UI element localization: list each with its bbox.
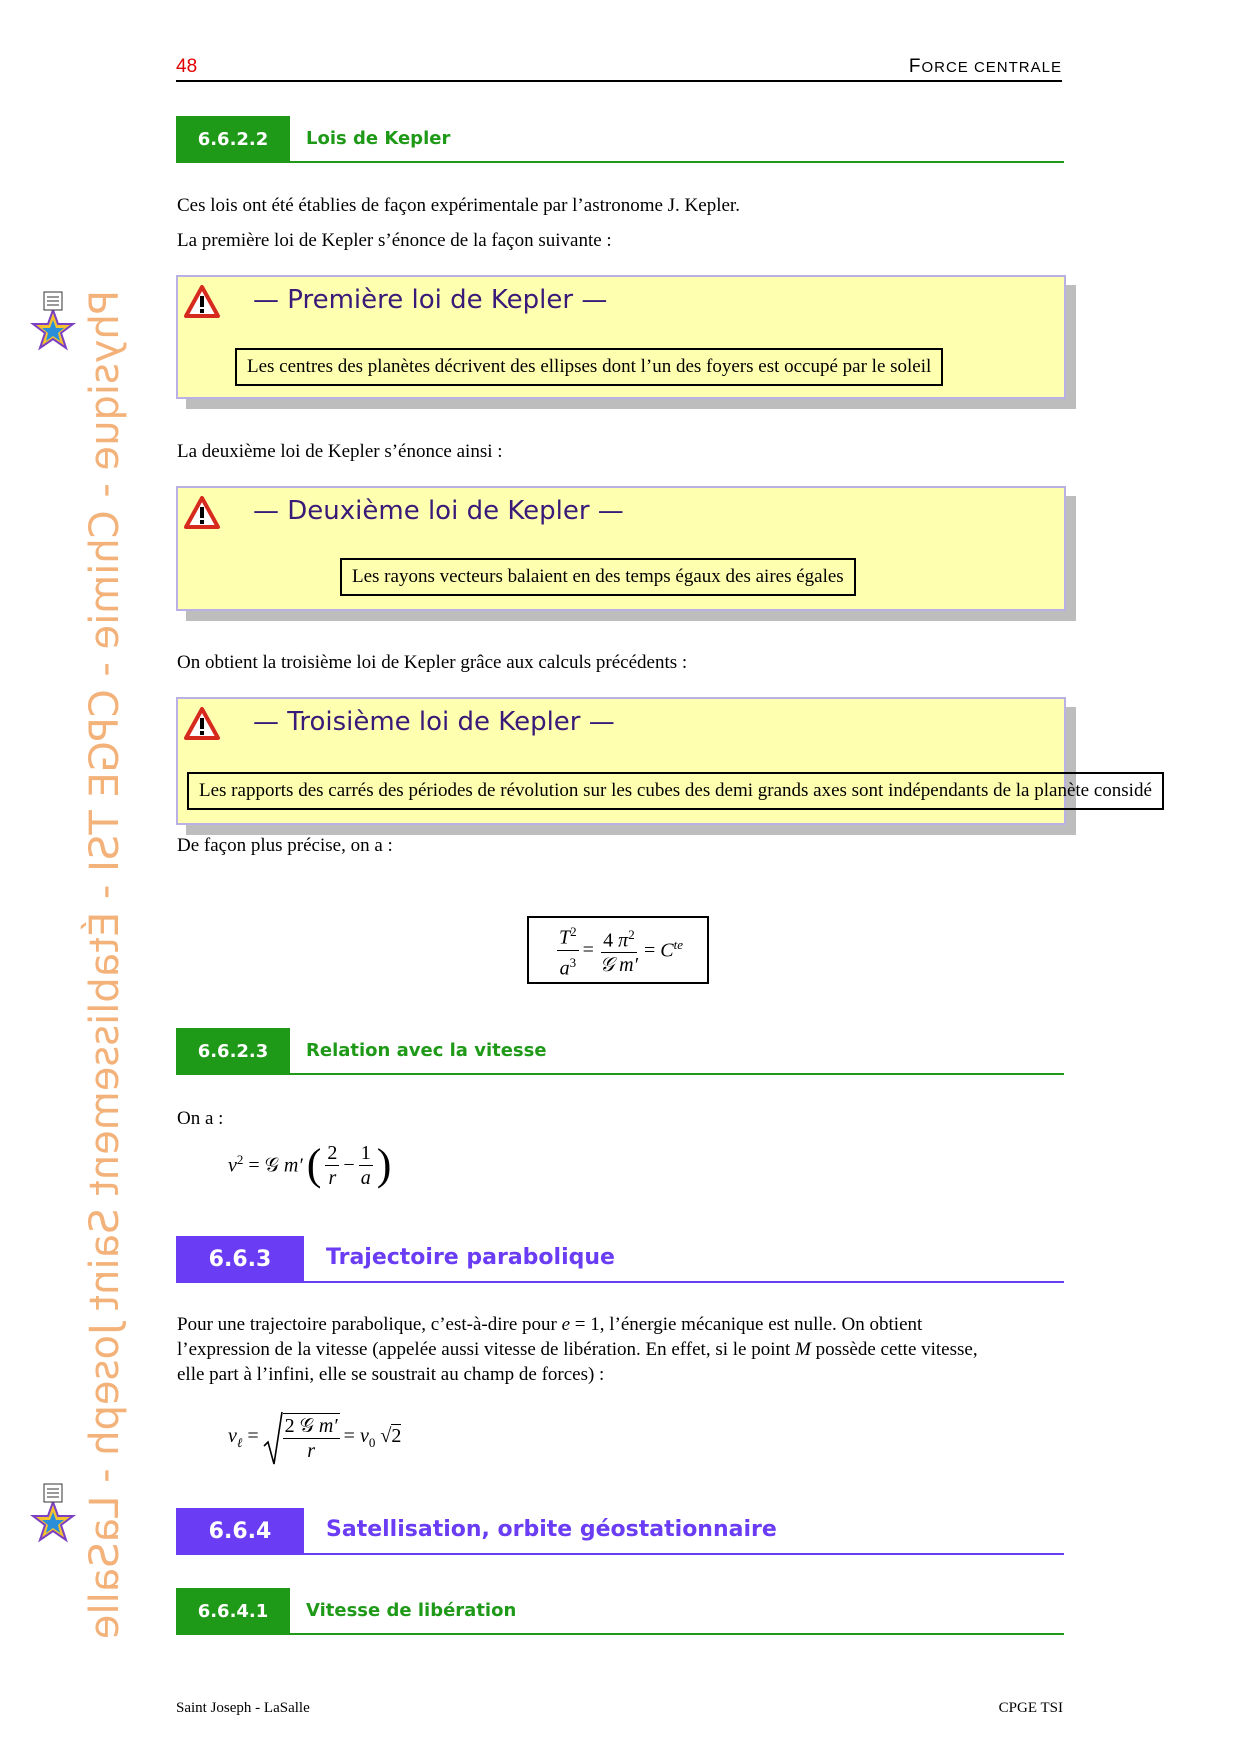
page-number: 48 <box>176 56 198 77</box>
warning-icon <box>184 285 220 319</box>
section-header-6-6-2-2 <box>176 116 1064 164</box>
paragraph-second-intro: La deuxième loi de Kepler s’énonce ainsi : <box>177 441 503 462</box>
law-statement-clip <box>187 772 1240 814</box>
section-header-6-6-2-3 <box>176 1028 1064 1076</box>
paragraph-precise: De façon plus précise, on a : <box>177 835 393 856</box>
section-header-6-6-4-1 <box>176 1588 1064 1636</box>
formula-fraction: $\frac{4 \pi^2}{\text{𝒢 m′}}$ <box>598 923 640 978</box>
law-box-first <box>176 275 1066 399</box>
school-logo-icon <box>30 290 76 352</box>
paragraph-text: Pour une trajectoire parabolique, c’est-à-dire pour <box>177 1314 557 1335</box>
vis-viva-formula: $v^2$ = 𝒢 m′ ( $\frac{2}{r}$ − $\frac{1}{a}$ ) <box>228 1140 392 1189</box>
kepler-third-law-formula: $\frac{T^2}{a^3}$ = $\frac{4 \pi^2}{\text{𝒢 m′}}$ = $C^{te}$ <box>527 916 709 984</box>
school-logo-icon <box>30 1482 76 1544</box>
law-title: — Première loi de Kepler — <box>253 285 608 315</box>
section-title: Satellisation, orbite géostationnaire <box>326 1517 777 1542</box>
section-rule <box>176 1073 1064 1075</box>
section-header-6-6-4 <box>176 1508 1064 1556</box>
warning-icon <box>184 707 220 741</box>
section-title: Relation avec la vitesse <box>306 1040 547 1061</box>
law-title: — Deuxième loi de Kepler — <box>253 496 624 526</box>
paragraph-text: possède cette vitesse, <box>815 1339 978 1360</box>
law-statement: Les rayons vecteurs balaient en des temps égaux des aires égales <box>340 558 856 596</box>
paragraph-on-a: On a : <box>177 1108 224 1129</box>
section-number: 6.6.3 <box>176 1236 304 1282</box>
section-number: 6.6.4.1 <box>176 1588 290 1634</box>
paragraph-text: l’expression de la vitesse (appelée aussi vitesse de libération. En effet, si le point <box>177 1339 791 1360</box>
paragraph-text: , l’énergie mécanique est nulle. On obtient <box>599 1314 923 1335</box>
law-statement: Les centres des planètes décrivent des ellipses dont l’un des foyers est occupé par le soleil <box>235 348 943 386</box>
law-statement: Les rapports des carrés des périodes de révolution sur les cubes des demi grands axes sont indépendants de la planète considé <box>187 772 1164 810</box>
running-title-rest: ORCE CENTRALE <box>921 59 1062 76</box>
paragraph-intro-1: Ces lois ont été établies de façon expérimentale par l’astronome J. Kepler. <box>177 195 740 216</box>
sqrt-sign-icon <box>263 1410 283 1466</box>
section-title: Lois de Kepler <box>306 128 451 149</box>
side-watermark <box>22 290 128 1640</box>
footer-right: CPGE TSI <box>998 1700 1063 1716</box>
escape-velocity-formula: $v_\ell$ = $\frac{\text{2 𝒢 m′}}{r}$ = $v_0$ √2 <box>228 1410 401 1466</box>
section-number: 6.6.2.2 <box>176 116 290 162</box>
section-header-6-6-3 <box>176 1236 1064 1284</box>
law-box-second <box>176 486 1066 611</box>
footer-left: Saint Joseph - LaSalle <box>176 1700 310 1716</box>
section-number: 6.6.2.3 <box>176 1028 290 1074</box>
header-rule <box>176 80 1062 82</box>
section-rule <box>176 1553 1064 1555</box>
running-title <box>909 56 1062 78</box>
side-watermark-text: Physique - Chimie - CPGE TSI - Établissement Saint Joseph - LaSalle <box>82 290 128 1640</box>
section-rule <box>176 1281 1064 1283</box>
warning-icon <box>184 496 220 530</box>
running-title-initial: F <box>908 56 922 77</box>
formula-fraction: $\frac{T^2}{a^3}$ <box>557 920 579 980</box>
paragraph-parabolic: Pour une trajectoire parabolique, c’est-à-dire pour e = 1, l’énergie mécanique est nulle. On obtient l’expression de la vitesse (appelée aussi vitesse de libération. En effet, si le point M possède cette vitesse, elle part à l’infini, elle se soustrait au champ de forces) : <box>177 1314 978 1385</box>
paragraph-intro-2: La première loi de Kepler s’énonce de la façon suivante : <box>177 230 612 251</box>
section-rule <box>176 161 1064 163</box>
section-title: Trajectoire parabolique <box>326 1245 615 1270</box>
section-rule <box>176 1633 1064 1635</box>
paragraph-text: elle part à l’infini, elle se soustrait au champ de forces) : <box>177 1364 605 1385</box>
paragraph-third-intro: On obtient la troisième loi de Kepler grâce aux calculs précédents : <box>177 652 688 673</box>
law-title: — Troisième loi de Kepler — <box>253 707 615 737</box>
section-number: 6.6.4 <box>176 1508 304 1554</box>
section-title: Vitesse de libération <box>306 1600 517 1621</box>
